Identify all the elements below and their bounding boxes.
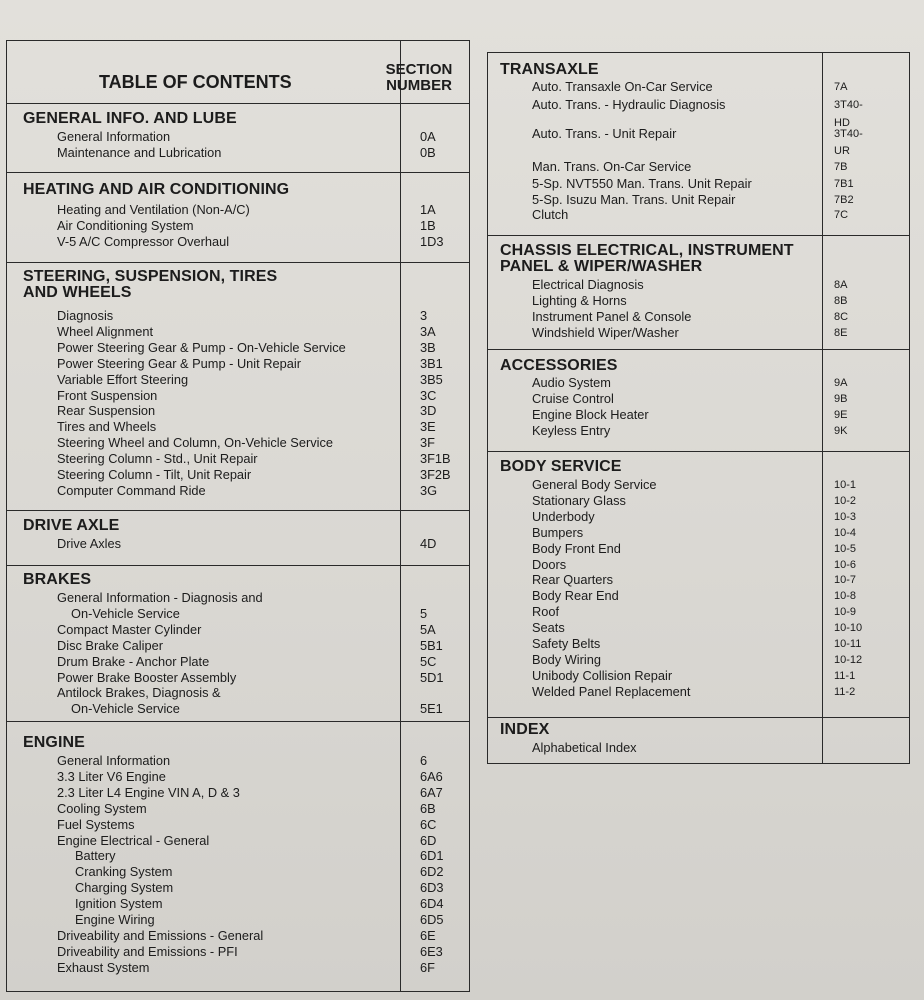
toc-entry[interactable] (7, 435, 469, 451)
section-divider (7, 103, 469, 104)
toc-entry-section-number: 10-12 (834, 653, 863, 666)
toc-entry-label: Roof (532, 604, 560, 620)
toc-entry[interactable] (488, 636, 909, 652)
toc-entry[interactable] (488, 143, 909, 159)
toc-entry[interactable] (7, 145, 469, 161)
toc-entry[interactable] (488, 477, 909, 493)
toc-entry-section-number: 4D (420, 536, 437, 551)
section-divider (488, 717, 909, 718)
toc-entry[interactable] (488, 309, 909, 325)
toc-entry-section-number: 8E (834, 326, 848, 339)
toc-entry[interactable] (7, 340, 469, 356)
toc-entry-section-number: 10-3 (834, 510, 857, 523)
toc-entry-label: Power Steering Gear & Pump - Unit Repair (57, 355, 301, 371)
toc-entry-label: General Information - Diagnosis and (57, 590, 263, 605)
toc-entry-section-number: 3T40- (834, 128, 863, 140)
toc-entry-label: Variable Effort Steering (57, 371, 189, 387)
section-title-steering-suspension-tires: STEERING, SUSPENSION, TIRES (23, 268, 278, 285)
toc-entry[interactable] (488, 159, 909, 175)
toc-entry-label: General Information (57, 129, 171, 144)
toc-entry-section-number: 5D1 (420, 669, 444, 685)
section-title-steering-suspension-tires: AND WHEELS (23, 284, 132, 301)
toc-entry[interactable] (7, 308, 469, 324)
toc-entry-section-number: UR (834, 145, 850, 157)
toc-entry-label: Seats (532, 620, 565, 636)
toc-entry[interactable] (488, 126, 909, 142)
toc-entry-section-number: 9E (834, 408, 848, 421)
section-divider (7, 721, 469, 722)
toc-entry-section-number: 6F (420, 959, 435, 975)
toc-entry-section-number: 10-6 (834, 558, 857, 571)
toc-entry-section-number: 3 (420, 308, 428, 323)
toc-entry-label: Power Brake Booster Assembly (57, 669, 237, 685)
toc-entry-label: Welded Panel Replacement (532, 683, 691, 699)
toc-entry-label: Drive Axles (57, 536, 122, 551)
toc-entry-section-number: 5C (420, 653, 437, 669)
section-divider (488, 451, 909, 452)
toc-entry-section-number: 9A (834, 377, 848, 389)
toc-entry-label: Keyless Entry (532, 422, 611, 438)
toc-entry-section-number: 10-9 (834, 606, 857, 619)
toc-entry-section-number: 3F2B (420, 467, 451, 482)
toc-entry-label: Maintenance and Lubrication (57, 144, 222, 160)
toc-entry-label: Unibody Collision Repair (532, 667, 673, 683)
toc-entry-section-number: 6B (420, 800, 436, 816)
toc-entry[interactable] (7, 801, 469, 817)
toc-entry[interactable] (7, 622, 469, 638)
toc-entry-label: On-Vehicle Service (71, 701, 180, 717)
toc-entry-section-number: 9B (834, 392, 848, 405)
toc-entry[interactable] (488, 423, 909, 439)
toc-entry[interactable] (7, 536, 469, 552)
toc-entry-label: V-5 A/C Compressor Overhaul (57, 233, 230, 249)
page-title: TABLE OF CONTENTS (99, 72, 292, 92)
toc-entry-label: Bumpers (532, 524, 584, 540)
toc-entry-section-number: 5E1 (420, 701, 443, 717)
toc-entry-section-number: 7B2 (834, 194, 854, 206)
section-title-accessories: ACCESSORIES (500, 357, 618, 374)
section-title-brakes: BRAKES (23, 571, 92, 588)
toc-entry[interactable] (488, 192, 909, 208)
toc-entry-section-number: 3E (420, 419, 436, 435)
toc-entry[interactable] (488, 604, 909, 620)
toc-entry-label: General Body Service (532, 477, 657, 492)
toc-entry-label: Doors (532, 556, 567, 572)
toc-entry[interactable] (7, 654, 469, 670)
section-title-drive-axle: DRIVE AXLE (23, 517, 120, 534)
toc-entry-label: Engine Electrical - General (57, 832, 210, 848)
toc-entry[interactable] (488, 525, 909, 541)
toc-entry-label: Audio System (532, 375, 611, 390)
toc-entry-section-number: 0B (420, 144, 436, 160)
toc-entry-label: Steering Wheel and Column, On-Vehicle Service (57, 435, 333, 451)
section-divider (488, 235, 909, 236)
toc-entry-label: Steering Column - Tilt, Unit Repair (57, 467, 252, 482)
toc-entry-label: On-Vehicle Service (71, 605, 180, 621)
toc-entry-label: Diagnosis (57, 308, 114, 323)
toc-entry-section-number: 10-5 (834, 542, 857, 555)
toc-entry-label: Engine Wiring (75, 912, 155, 927)
toc-entry-section-number: 3B1 (420, 355, 443, 371)
toc-entry-label: Rear Suspension (57, 403, 156, 419)
toc-entry-section-number: 3B (420, 339, 436, 355)
section-divider (7, 172, 469, 173)
toc-entry-section-number: 3F (420, 435, 435, 451)
toc-entry[interactable] (488, 557, 909, 573)
toc-entry-label: Computer Command Ride (57, 482, 206, 498)
toc-entry-label: Engine Block Heater (532, 406, 649, 422)
toc-entry-label: Charging System (75, 880, 174, 896)
toc-entry-section-number: 7B1 (834, 178, 854, 190)
toc-entry-label: Man. Trans. On-Car Service (532, 159, 692, 174)
toc-entry-label: Air Conditioning System (57, 217, 194, 233)
toc-entry-section-number: 6D2 (420, 864, 444, 880)
toc-entry[interactable] (7, 785, 469, 801)
toc-entry-section-number: 6D5 (420, 912, 444, 927)
toc-entry-label: Cruise Control (532, 390, 614, 406)
toc-entry-section-number: 3A (420, 323, 436, 339)
toc-entry-label: Driveability and Emissions - PFI (57, 943, 238, 959)
toc-entry-section-number: 8B (834, 294, 848, 307)
toc-entry[interactable] (7, 896, 469, 912)
toc-entry-label: Lighting & Horns (532, 292, 627, 308)
toc-entry-section-number: 5A (420, 621, 436, 637)
toc-entry[interactable] (7, 944, 469, 960)
section-title-heating-and-air-conditioning: HEATING AND AIR CONDITIONING (23, 181, 290, 198)
toc-entry[interactable] (7, 864, 469, 880)
toc-entry-label: Body Front End (532, 540, 621, 556)
toc-entry-label: General Information (57, 753, 171, 768)
toc-entry-section-number: 10-8 (834, 590, 857, 603)
toc-entry-section-number: 8C (834, 310, 849, 323)
toc-entry[interactable] (488, 207, 909, 223)
toc-entry[interactable] (488, 79, 909, 95)
toc-entry[interactable] (488, 391, 909, 407)
toc-entry-label: Underbody (532, 508, 595, 524)
toc-entry-section-number: 6D (420, 832, 437, 848)
section-number-header-line2: NUMBER (386, 77, 452, 94)
toc-entry[interactable] (7, 129, 469, 145)
toc-entry[interactable] (7, 467, 469, 483)
toc-entry[interactable] (7, 880, 469, 896)
section-title-engine: ENGINE (23, 734, 85, 751)
toc-entry-section-number: 3T40- (834, 99, 863, 111)
toc-entry-section-number: 10-1 (834, 479, 857, 491)
toc-entry-label: Cranking System (75, 864, 173, 880)
toc-entry-section-number: 0A (420, 129, 436, 144)
toc-entry[interactable] (488, 97, 909, 113)
toc-entry-label: Auto. Trans. - Unit Repair (532, 126, 677, 141)
toc-entry-section-number: 5 (420, 605, 428, 621)
toc-entry-label: Fuel Systems (57, 816, 135, 832)
toc-entry-section-number: 6A7 (420, 784, 443, 800)
toc-entry-section-number: 10-2 (834, 494, 857, 507)
section-title-body-service: BODY SERVICE (500, 458, 622, 475)
toc-entry[interactable] (7, 638, 469, 654)
section-divider (7, 510, 469, 511)
toc-entry[interactable] (7, 817, 469, 833)
toc-entry-section-number: 3G (420, 482, 438, 498)
toc-entry[interactable] (488, 407, 909, 423)
section-divider (7, 565, 469, 566)
toc-entry-section-number: 6D1 (420, 848, 444, 864)
toc-entry[interactable] (7, 356, 469, 372)
toc-entry[interactable] (488, 572, 909, 588)
toc-entry[interactable] (7, 483, 469, 499)
toc-entry-label: Front Suspension (57, 387, 158, 403)
toc-entry-section-number: 5B1 (420, 637, 443, 653)
toc-entry-section-number: 1A (420, 202, 436, 217)
toc-entry[interactable] (7, 833, 469, 849)
toc-entry-label: 5-Sp. Isuzu Man. Trans. Unit Repair (532, 192, 736, 207)
section-number-header-line1: SECTION (385, 61, 453, 78)
toc-entry-section-number: 9K (834, 424, 848, 437)
toc-entry-label: Driveability and Emissions - General (57, 927, 264, 943)
toc-entry-label: Auto. Trans. - Hydraulic Diagnosis (532, 97, 726, 112)
toc-entry[interactable] (7, 451, 469, 467)
toc-entry[interactable] (7, 960, 469, 976)
toc-entry-section-number: 6 (420, 753, 428, 768)
toc-entry[interactable] (488, 493, 909, 509)
toc-entry-section-number: 1D3 (420, 233, 444, 249)
toc-entry[interactable] (7, 912, 469, 928)
toc-entry[interactable] (7, 928, 469, 944)
toc-entry-section-number: 7A (834, 81, 848, 93)
toc-entry-section-number: 6D3 (420, 880, 444, 896)
toc-entry-section-number: 6E3 (420, 943, 443, 959)
toc-entry-section-number: 10-11 (834, 638, 862, 650)
toc-entry-section-number: 11-1 (834, 669, 856, 682)
toc-entry-section-number: 6C (420, 816, 437, 832)
toc-entry-label: 5-Sp. NVT550 Man. Trans. Unit Repair (532, 176, 752, 191)
left-column-table (6, 40, 470, 992)
toc-entry-label: Cooling System (57, 800, 147, 816)
toc-entry[interactable] (7, 701, 469, 717)
toc-entry-label: Drum Brake - Anchor Plate (57, 653, 210, 669)
section-title-chassis-electrical-instrument: CHASSIS ELECTRICAL, INSTRUMENT (500, 242, 794, 259)
toc-entry-section-number: 3B5 (420, 371, 443, 387)
toc-entry-label: Power Steering Gear & Pump - On-Vehicle Service (57, 339, 346, 355)
toc-entry[interactable] (488, 277, 909, 293)
toc-entry-label: Exhaust System (57, 959, 150, 975)
toc-entry[interactable] (7, 372, 469, 388)
toc-entry-label: Auto. Transaxle On-Car Service (532, 79, 713, 94)
toc-entry-section-number: 3F1B (420, 451, 451, 467)
toc-entry[interactable] (488, 325, 909, 341)
toc-entry-section-number: 7C (834, 209, 849, 221)
toc-entry-label: Body Wiring (532, 651, 601, 667)
section-divider (7, 262, 469, 263)
toc-entry[interactable] (488, 541, 909, 557)
toc-entry-section-number: HD (834, 117, 850, 129)
toc-entry-label: Alphabetical Index (532, 740, 637, 755)
toc-entry-label: Rear Quarters (532, 572, 614, 588)
toc-entry[interactable] (488, 176, 909, 192)
toc-entry-label: Wheel Alignment (57, 323, 154, 339)
toc-entry-label: Battery (75, 848, 116, 864)
toc-entry-label: Antilock Brakes, Diagnosis & (57, 685, 221, 701)
toc-entry[interactable] (488, 620, 909, 636)
toc-entry-section-number: 3C (420, 387, 437, 403)
toc-entry-section-number: 7B (834, 161, 848, 173)
toc-entry[interactable] (7, 590, 469, 606)
toc-entry[interactable] (488, 652, 909, 668)
toc-entry-label: Body Rear End (532, 588, 619, 604)
toc-entry-label: Steering Column - Std., Unit Repair (57, 451, 258, 467)
right-column-table (487, 52, 910, 764)
toc-entry[interactable] (7, 685, 469, 701)
toc-entry-section-number: 11-2 (834, 685, 856, 698)
toc-entry-section-number: 1B (420, 217, 436, 233)
toc-entry-section-number: 6E (420, 927, 436, 943)
toc-entry[interactable] (488, 375, 909, 391)
toc-entry-label: Electrical Diagnosis (532, 277, 644, 292)
toc-entry-section-number: 3D (420, 403, 437, 419)
toc-entry[interactable] (488, 740, 909, 756)
section-divider (488, 349, 909, 350)
toc-entry[interactable] (488, 509, 909, 525)
toc-entry-section-number: 10-7 (834, 574, 857, 587)
section-title-general-info-and-lube: GENERAL INFO. AND LUBE (23, 110, 237, 127)
toc-entry-label: Tires and Wheels (57, 419, 157, 435)
toc-entry-label: Disc Brake Caliper (57, 637, 163, 653)
toc-entry[interactable] (7, 670, 469, 686)
toc-entry[interactable] (488, 588, 909, 604)
toc-entry-label: 3.3 Liter V6 Engine (57, 768, 166, 784)
toc-entry[interactable] (7, 202, 469, 218)
toc-entry[interactable] (7, 848, 469, 864)
toc-entry-label: Clutch (532, 207, 569, 222)
toc-entry[interactable] (7, 388, 469, 404)
toc-entry-section-number: 10-10 (834, 622, 863, 635)
toc-entry[interactable] (488, 293, 909, 309)
section-title-transaxle: TRANSAXLE (500, 61, 599, 78)
toc-entry-label: Safety Belts (532, 636, 601, 651)
toc-entry-label: Ignition System (75, 896, 163, 912)
toc-entry[interactable] (7, 218, 469, 234)
section-title-chassis-electrical-instrument: PANEL & WIPER/WASHER (500, 258, 703, 275)
toc-entry-section-number: 10-4 (834, 526, 857, 539)
toc-entry-label: Windshield Wiper/Washer (532, 324, 679, 340)
toc-entry-label: Instrument Panel & Console (532, 308, 692, 324)
toc-entry[interactable] (7, 403, 469, 419)
toc-entry-label: Stationary Glass (532, 492, 626, 508)
toc-entry[interactable] (488, 668, 909, 684)
toc-entry[interactable] (7, 753, 469, 769)
toc-entry-label: 2.3 Liter L4 Engine VIN A, D & 3 (57, 784, 240, 800)
toc-entry[interactable] (7, 324, 469, 340)
toc-entry[interactable] (7, 419, 469, 435)
section-title-index: INDEX (500, 721, 550, 738)
toc-entry-section-number: 8A (834, 279, 848, 291)
toc-entry-label: Heating and Ventilation (Non-A/C) (57, 202, 250, 217)
toc-entry[interactable] (7, 606, 469, 622)
toc-entry[interactable] (7, 234, 469, 250)
toc-entry[interactable] (7, 769, 469, 785)
toc-entry-section-number: 6D4 (420, 896, 444, 912)
toc-entry[interactable] (488, 684, 909, 700)
toc-entry-section-number: 6A6 (420, 768, 443, 784)
toc-entry-label: Compact Master Cylinder (57, 621, 202, 637)
